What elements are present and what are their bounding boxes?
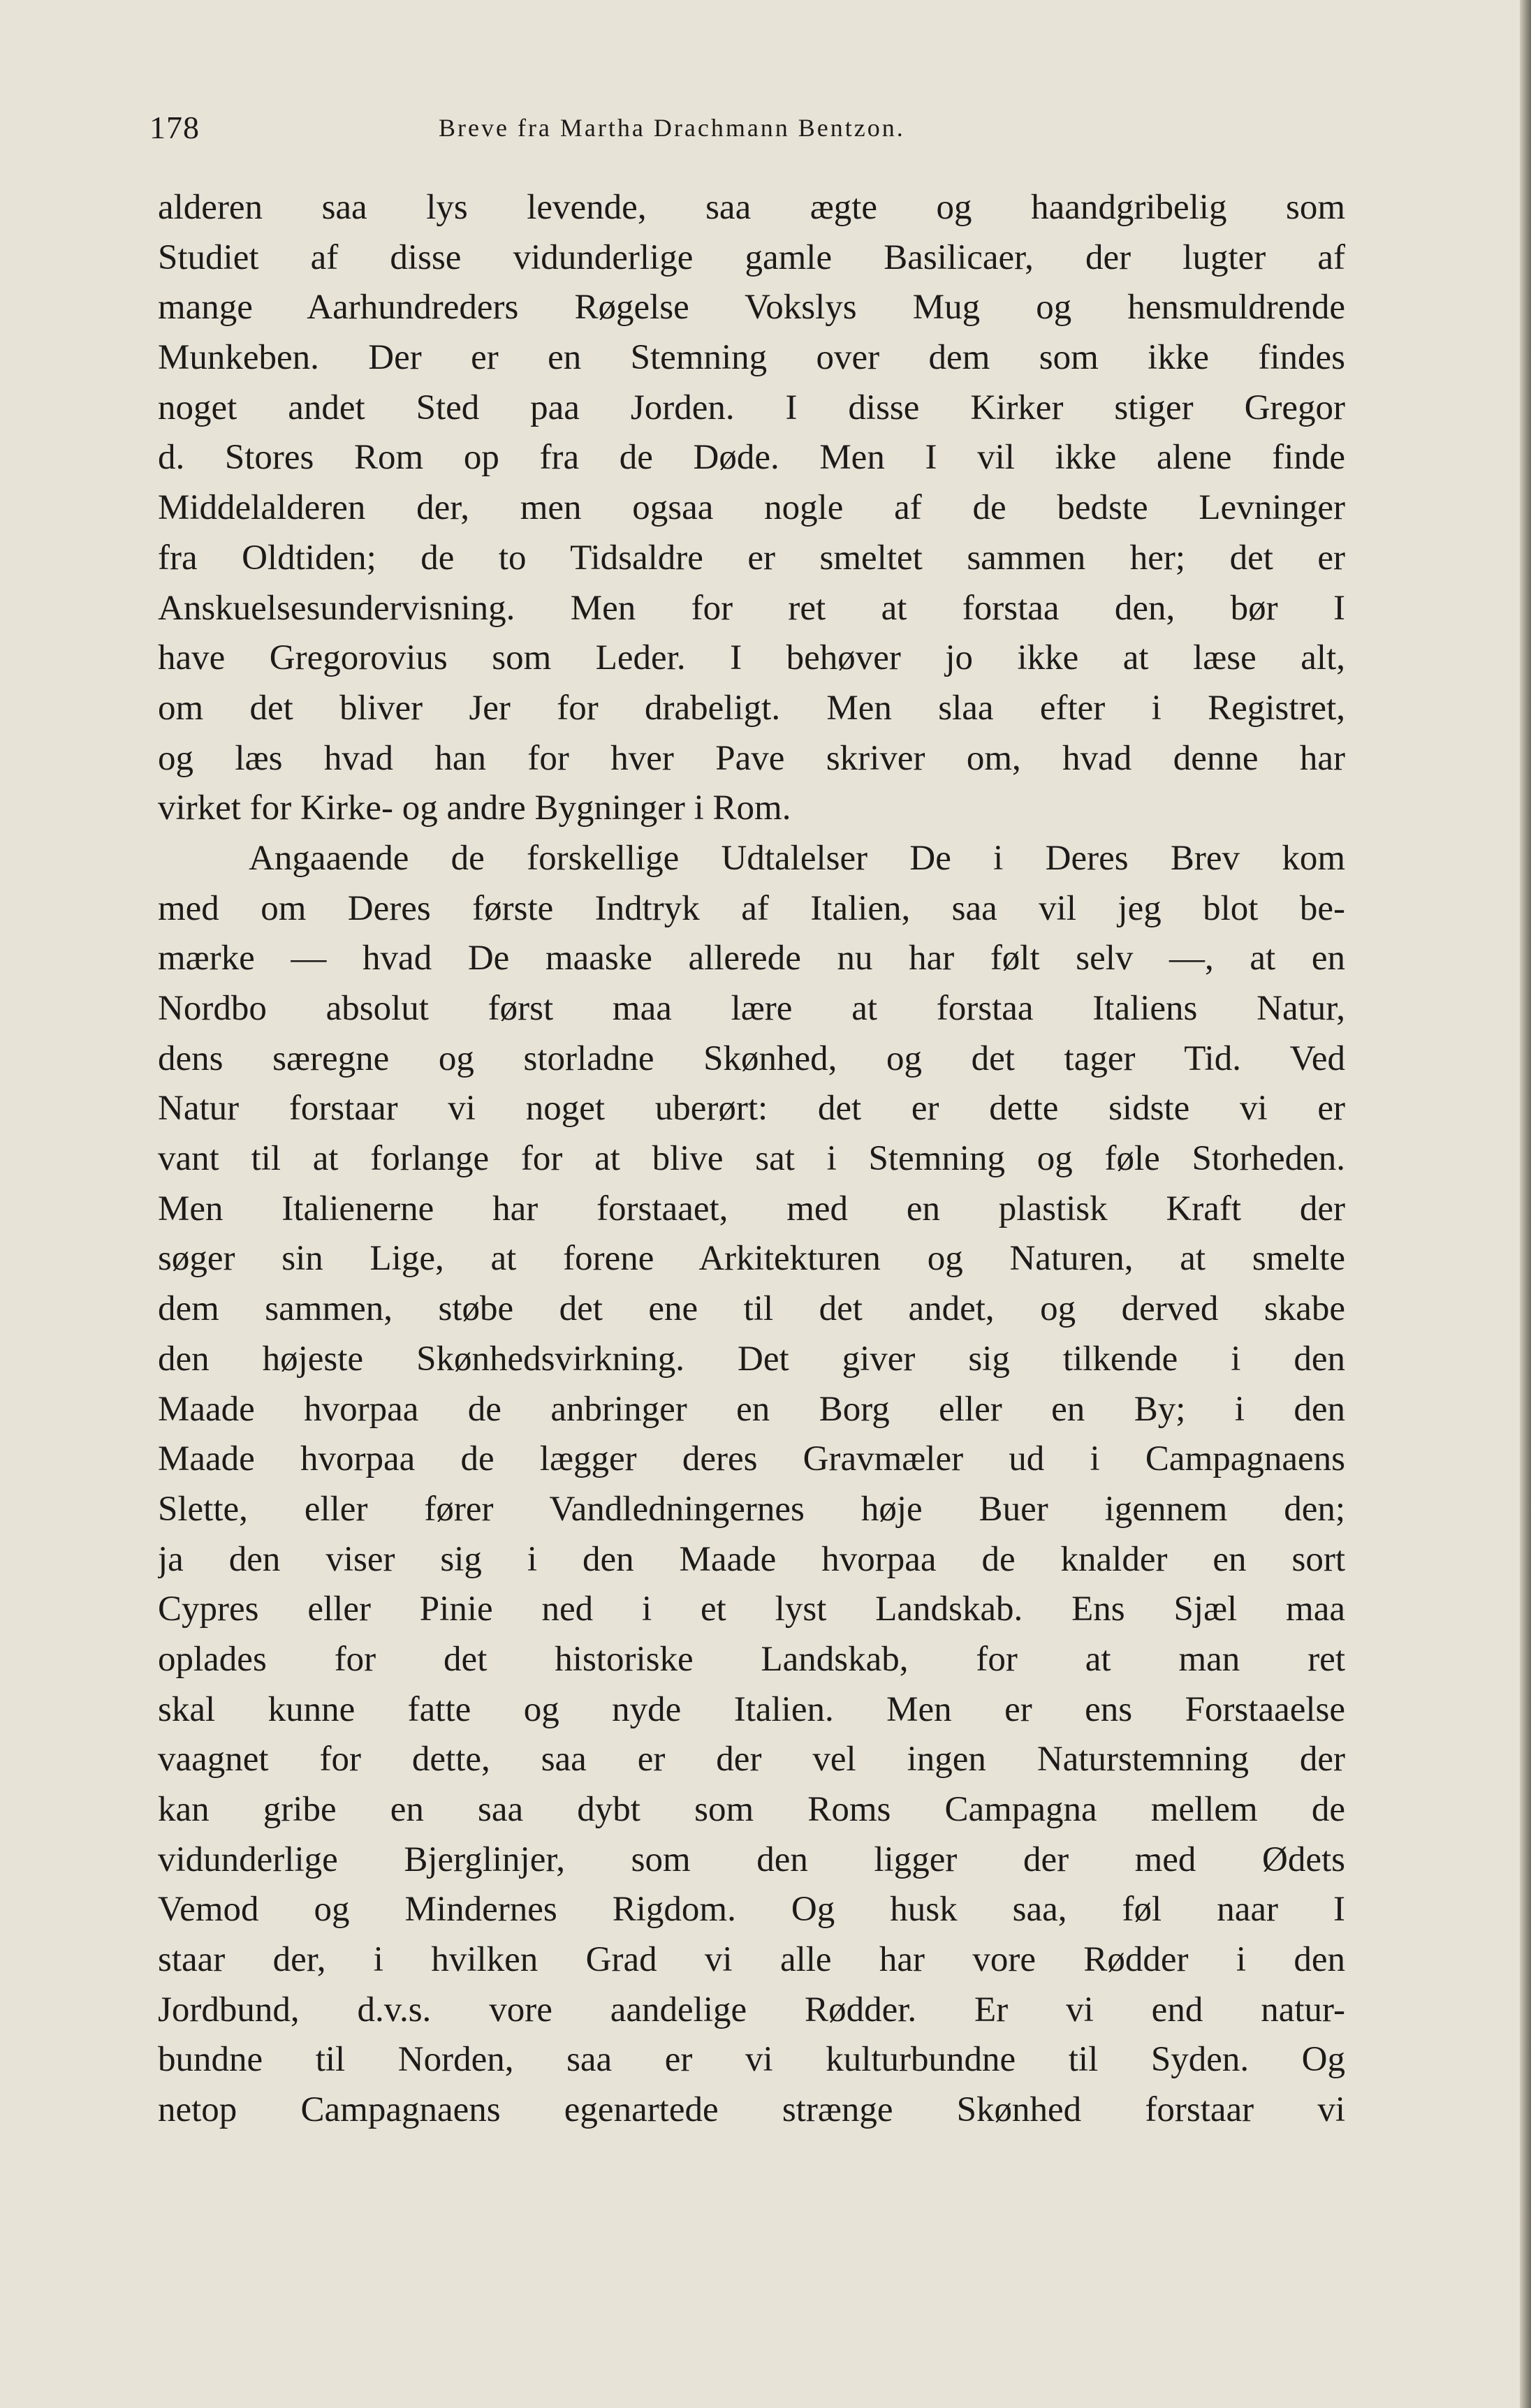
text-line: Slette, eller fører Vandledningernes høje Buer igennem den;: [158, 1489, 1345, 1529]
text-line: d. Stores Rom op fra de Døde. Men I vil ikke alene finde: [158, 438, 1345, 478]
text-line: Natur forstaar vi noget uberørt: det er dette sidste vi er: [158, 1089, 1345, 1129]
text-line: Men Italienerne har forstaaet, med en plastisk Kraft der: [158, 1189, 1345, 1228]
text-line: Nordbo absolut først maa lære at forstaa Italiens Natur,: [158, 989, 1345, 1028]
body-text: [158, 183, 1345, 2136]
running-title: Breve fra Martha Drachmann Bentzon.: [439, 114, 905, 142]
text-line: virket for Kirke- og andre Bygninger i Rom.: [158, 788, 791, 828]
text-line: bundne til Norden, saa er vi kulturbundne til Syden. Og: [158, 2040, 1345, 2080]
text-line: vidunderlige Bjerglinjer, som den ligger der med Ødets: [158, 1840, 1345, 1879]
text-line: noget andet Sted paa Jorden. I disse Kirker stiger Gregor: [158, 388, 1345, 427]
text-line: med om Deres første Indtryk af Italien, saa vil jeg blot be-: [158, 888, 1345, 928]
text-line: vant til at forlange for at blive sat i Stemning og føle Storheden.: [158, 1139, 1345, 1179]
text-line: have Gregorovius som Leder. I behøver jo ikke at læse alt,: [158, 638, 1345, 678]
text-line: dem sammen, støbe det ene til det andet, og derved skabe: [158, 1289, 1345, 1329]
page-edge-shadow: [1520, 0, 1531, 2408]
text-line: søger sin Lige, at forene Arkitekturen og Naturen, at smelte: [158, 1239, 1345, 1279]
text-line: alderen saa lys levende, saa ægte og haandgribelig som: [158, 188, 1345, 227]
text-line: Anskuelsesundervisning. Men for ret at forstaa den, bør I: [158, 588, 1345, 628]
text-line: Munkeben. Der er en Stemning over dem som ikke findes: [158, 338, 1345, 378]
text-line: dens særegne og storladne Skønhed, og det tager Tid. Ved: [158, 1038, 1345, 1078]
text-line: Jordbund, d.v.s. vore aandelige Rødder. Er vi end natur-: [158, 1990, 1345, 2029]
text-line: den højeste Skønhedsvirkning. Det giver sig tilkende i den: [158, 1339, 1345, 1379]
text-line: Cypres eller Pinie ned i et lyst Landskab. Ens Sjæl maa: [158, 1590, 1345, 1629]
page-header: [149, 103, 1354, 159]
text-line: fra Oldtiden; de to Tidsaldre er smeltet sammen her; det er: [158, 538, 1345, 578]
text-line: Maade hvorpaa de lægger deres Gravmæler ud i Campagnaens: [158, 1439, 1345, 1479]
text-line: kan gribe en saa dybt som Roms Campagna mellem de: [158, 1790, 1345, 1829]
text-line: ja den viser sig i den Maade hvorpaa de knalder en sort: [158, 1539, 1345, 1579]
paragraph-start-line: Angaaende de forskellige Udtalelser De i Deres Brev kom: [249, 838, 1345, 878]
text-line: skal kunne fatte og nyde Italien. Men er ens Forstaaelse: [158, 1689, 1345, 1729]
text-line: netop Campagnaens egenartede strænge Skønhed forstaar vi: [158, 2090, 1345, 2130]
text-line: Vemod og Mindernes Rigdom. Og husk saa, føl naar I: [158, 1890, 1345, 1930]
text-line: mange Aarhundreders Røgelse Vokslys Mug og hensmuldrende: [158, 288, 1345, 328]
text-line: vaagnet for dette, saa er der vel ingen Naturstemning der: [158, 1740, 1345, 1779]
page-number: 178: [149, 110, 200, 145]
text-line: Middelalderen der, men ogsaa nogle af de bedste Levninger: [158, 488, 1345, 528]
text-line: mærke — hvad De maaske allerede nu har følt selv —, at en: [158, 939, 1345, 978]
text-line: om det bliver Jer for drabeligt. Men slaa efter i Registret,: [158, 688, 1345, 728]
text-line: oplades for det historiske Landskab, for at man ret: [158, 1639, 1345, 1679]
text-line: Maade hvorpaa de anbringer en Borg eller en By; i den: [158, 1389, 1345, 1429]
text-line: Studiet af disse vidunderlige gamle Basilicaer, der lugter af: [158, 237, 1345, 277]
text-line: staar der, i hvilken Grad vi alle har vore Rødder i den: [158, 1940, 1345, 1980]
text-line: og læs hvad han for hver Pave skriver om, hvad denne har: [158, 738, 1345, 778]
